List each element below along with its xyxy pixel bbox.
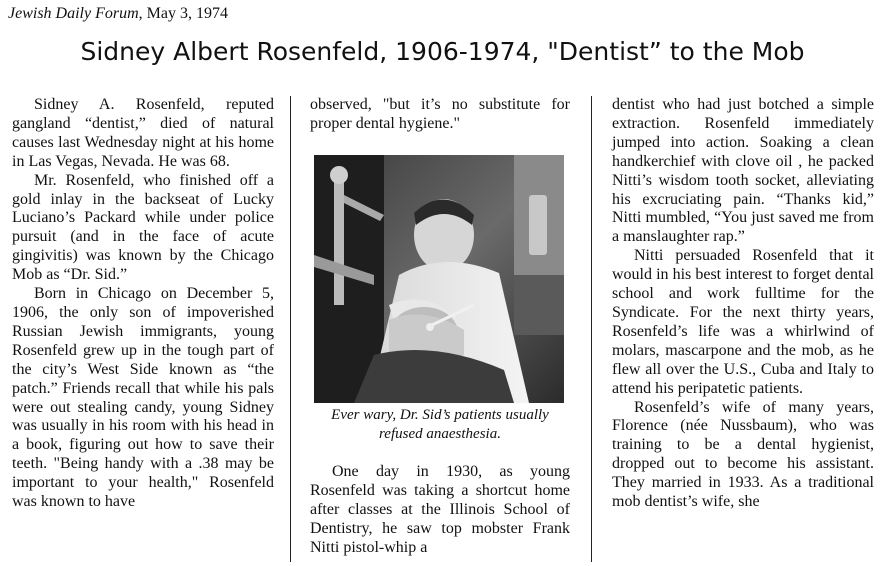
paragraph: Born in Chicago on December 5, 1906, the only son of impoverished Russian Jewish immigrants, young Rosenfeld grew up in the tough part of the city’s West Side known as “the patch.” Friends recall that while his pals were out stealing candy, young Sidney was usually in his room with his head in a book, figuring out how to save their teeth. "Being handy with a .38 may be important to your health," Rosenfeld was known to have — [12, 285, 274, 511]
article-headline: Sidney Albert Rosenfeld, 1906-1974, "Dentist” to the Mob — [80, 37, 805, 66]
article-column-3 — [612, 96, 874, 512]
paragraph: One day in 1930, as young Rosenfeld was taking a shortcut home after classes at the Illinois School of Dentistry, he saw top mobster Frank Nitti pistol-whip a — [310, 463, 570, 556]
masthead — [8, 4, 228, 24]
article-column-2-bottom — [310, 463, 570, 558]
paragraph: Nitti persuaded Rosenfeld that it would in his best interest to forget dental school and work fulltime for the Syndicate. For the next thirty years, Rosenfeld’s life was a whirlwind of molars, mascarpone and the mob, as he flew all over the U.S., Cuba and Italy to attend his peripatetic patients. — [612, 247, 874, 397]
column-divider — [591, 96, 592, 562]
photo-caption: Ever wary, Dr. Sid’s patients usually refused anaesthesia. — [331, 407, 549, 442]
paragraph: dentist who had just botched a simple extraction. Rosenfeld immediately jumped into action. Soaking a clean handkerchief with clove oil , he packed Nitti’s wisdom tooth socket, alleviating his excruciating pain. “Thanks kid,” Nitti mumbled, “You just saved me from a manslaughter rap.” — [612, 96, 874, 246]
dentist-photo — [314, 155, 564, 403]
dentist-photo-illustration — [314, 155, 564, 403]
paragraph: Rosenfeld’s wife of many years, Florence (née Nussbaum), who was training to be a dental hygienist, dropped out to become his assistant. They married in 1933. As a traditional mob dentist’s wife, she — [612, 398, 874, 511]
publication-name: Jewish Daily Forum — [8, 5, 139, 22]
paragraph: Mr. Rosenfeld, who finished off a gold inlay in the backseat of Lucky Luciano’s Packard while under police pursuit (and in the face of acute gingivitis) was known by the Chicago Mob as “Dr. Sid.” — [12, 171, 274, 284]
paragraph: Sidney A. Rosenfeld, reputed gangland “dentist,” died of natural causes last Wednesday night at his home in Las Vegas, Nevada. He was 68. — [12, 96, 274, 170]
column-divider — [290, 96, 291, 562]
publication-date: , May 3, 1974 — [138, 5, 228, 22]
article-column-1 — [12, 96, 274, 512]
paragraph: observed, "but it’s no substitute for proper dental hygiene." — [310, 96, 570, 132]
article-column-2-top — [310, 96, 570, 134]
